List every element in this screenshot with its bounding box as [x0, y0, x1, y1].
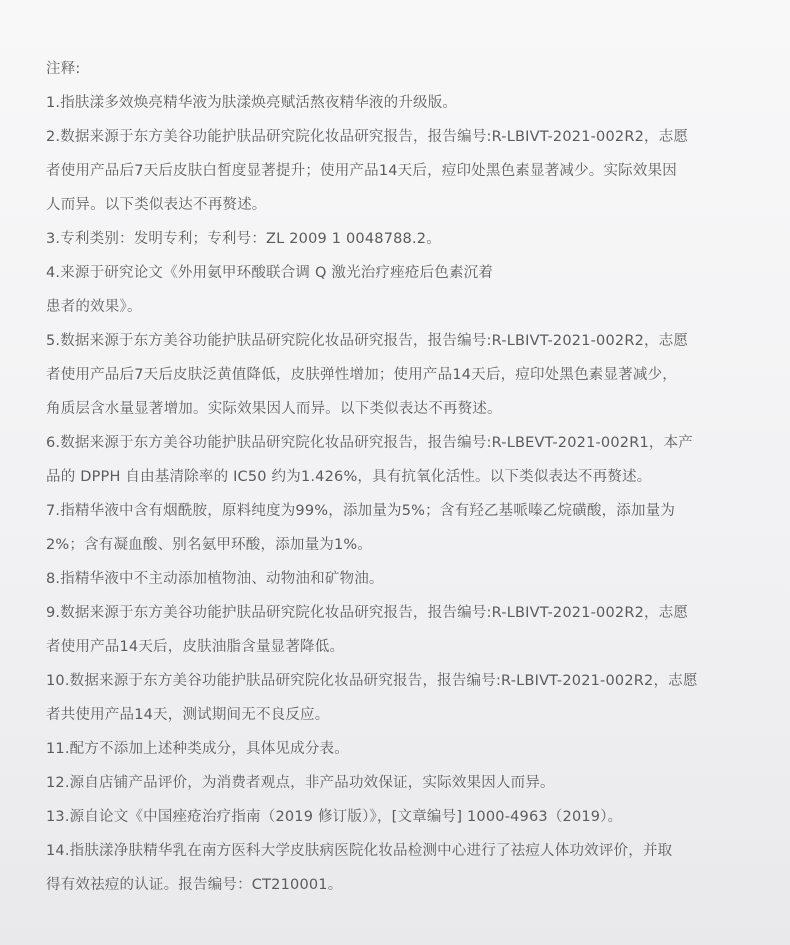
note-line: 14.指肤漾净肤精华乳在南方医科大学皮肤病医院化妆品检测中心进行了祛痘人体功效评价，并取: [46, 843, 673, 859]
note-line: 3.专利类别：发明专利；专利号：ZL 2009 1 0048788.2。: [46, 231, 441, 247]
note-line: 7.指精华液中含有烟酰胺，原料纯度为99%，添加量为5%；含有羟乙基哌嗪乙烷磺酸，添加量为: [46, 503, 676, 519]
note-line: 者使用产品后7天后皮肤白皙度显著提升；使用产品14天后，痘印处黑色素显著减少。实际效果因: [46, 163, 677, 179]
note-line: 品的 DPPH 自由基清除率的 IC50 约为1.426%，具有抗氧化活性。以下类似表达不再赘述。: [46, 469, 652, 485]
note-line: 者使用产品14天后，皮肤油脂含量显著降低。: [46, 639, 345, 655]
note-line: 2%；含有凝血酸、别名氨甲环酸，添加量为1%。: [46, 537, 373, 553]
note-line: 12.源自店铺产品评价，为消费者观点，非产品功效保证，实际效果因人而异。: [46, 775, 555, 791]
note-line: 8.指精华液中不主动添加植物油、动物油和矿物油。: [46, 571, 384, 587]
note-line: 人而异。以下类似表达不再赘述。: [46, 197, 267, 213]
note-line: 5.数据来源于东方美谷功能护肤品研究院化妆品研究报告，报告编号:R-LBIVT-2021-002R2，志愿: [46, 333, 689, 349]
note-line: 10.数据来源于东方美谷功能护肤品研究院化妆品研究报告，报告编号:R-LBIVT-2021-002R2，志愿: [46, 673, 698, 689]
notes-heading: 注释:: [46, 61, 81, 77]
notes-section: [46, 52, 746, 902]
note-line: 得有效祛痘的认证。报告编号：CT210001。: [46, 877, 343, 893]
note-line: 1.指肤漾多效焕亮精华液为肤漾焕亮赋活熬夜精华液的升级版。: [46, 95, 458, 111]
note-line: 11.配方不添加上述种类成分，具体见成分表。: [46, 741, 349, 757]
note-line: 6.数据来源于东方美谷功能护肤品研究院化妆品研究报告，报告编号:R-LBEVT-2021-002R1，本产: [46, 435, 694, 451]
note-line: 13.源自论文《中国痤疮治疗指南（2019 修订版）》，[文章编号] 1000-4963（2019）。: [46, 809, 623, 825]
note-line: 者使用产品后7天后皮肤泛黄值降低，皮肤弹性增加；使用产品14天后，痘印处黑色素显著减少，: [46, 367, 677, 383]
note-line: 4.来源于研究论文《外用氨甲环酸联合调 Q 激光治疗痤疮后色素沉着: [46, 265, 494, 281]
note-line: 者共使用产品14天，测试期间无不良反应。: [46, 707, 330, 723]
note-line: 9.数据来源于东方美谷功能护肤品研究院化妆品研究报告，报告编号:R-LBIVT-2021-002R2，志愿: [46, 605, 689, 621]
note-line: 角质层含水量显著增加。实际效果因人而异。以下类似表达不再赘述。: [46, 401, 502, 417]
note-line: 2.数据来源于东方美谷功能护肤品研究院化妆品研究报告，报告编号:R-LBIVT-2021-002R2，志愿: [46, 129, 689, 145]
note-line: 患者的效果》。: [46, 299, 142, 315]
